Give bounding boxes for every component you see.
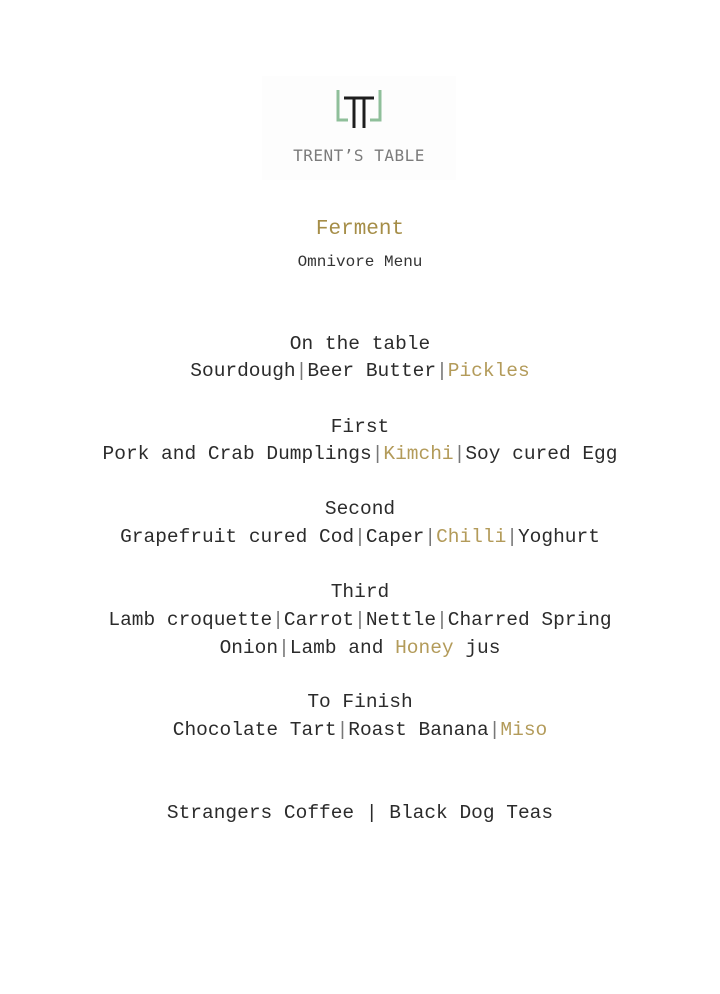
- menu-item: Grapefruit cured Cod: [120, 526, 355, 548]
- menu-item-highlight: Pickles: [447, 360, 530, 382]
- separator: |: [354, 526, 366, 548]
- beverage-suppliers: Strangers Coffee | Black Dog Teas: [166, 802, 554, 824]
- separator: |: [371, 443, 384, 465]
- menu-subtitle: Omnivore Menu: [297, 253, 423, 271]
- separator: |: [436, 360, 448, 382]
- separator: |: [278, 637, 290, 659]
- course-items-third-line1: [0, 609, 720, 631]
- restaurant-logo: [262, 76, 456, 180]
- menu-item: Charred Spring: [447, 609, 612, 631]
- menu-item: Beer Butter: [307, 360, 437, 382]
- menu-item: Yoghurt: [517, 526, 600, 548]
- menu-item: Nettle: [365, 609, 437, 631]
- course-items-second: [0, 526, 720, 548]
- course-heading-finish: To Finish: [307, 691, 413, 713]
- course-items-finish: [0, 719, 720, 741]
- menu-item: Carrot: [283, 609, 355, 631]
- menu-item-highlight: Chilli: [436, 526, 507, 548]
- menu-item: Onion: [219, 637, 279, 659]
- logo-wordmark: TRENT’S TABLE: [293, 146, 425, 165]
- menu-item: Roast Banana: [348, 719, 489, 741]
- menu-title: Ferment: [315, 218, 405, 241]
- menu-item-highlight: Kimchi: [383, 443, 454, 465]
- menu-item: Chocolate Tart: [172, 719, 337, 741]
- course-items-table: [0, 360, 720, 382]
- separator: |: [453, 443, 466, 465]
- separator: |: [336, 719, 349, 741]
- course-items-third-line2: [0, 637, 720, 659]
- menu-item-highlight: Honey: [395, 637, 454, 659]
- separator: |: [424, 526, 437, 548]
- separator: |: [506, 526, 518, 548]
- menu-item: Caper: [365, 526, 425, 548]
- menu-item: jus: [453, 637, 501, 659]
- course-heading-table: On the table: [289, 333, 431, 355]
- course-items-first: [0, 443, 720, 465]
- course-heading-second: Second: [324, 498, 396, 520]
- menu-item: Soy cured Egg: [465, 443, 618, 465]
- separator: |: [272, 609, 284, 631]
- separator: |: [295, 360, 308, 382]
- tt-monogram-icon: [334, 86, 384, 136]
- menu-item-highlight: Miso: [500, 719, 548, 741]
- menu-item: Lamb croquette: [108, 609, 273, 631]
- menu-item: Lamb and: [289, 637, 396, 659]
- separator: |: [354, 609, 366, 631]
- menu-item: Pork and Crab Dumplings: [102, 443, 372, 465]
- separator: |: [488, 719, 501, 741]
- course-heading-first: First: [330, 416, 390, 438]
- course-heading-third: Third: [330, 581, 390, 603]
- separator: |: [436, 609, 448, 631]
- menu-item: Sourdough: [190, 360, 296, 382]
